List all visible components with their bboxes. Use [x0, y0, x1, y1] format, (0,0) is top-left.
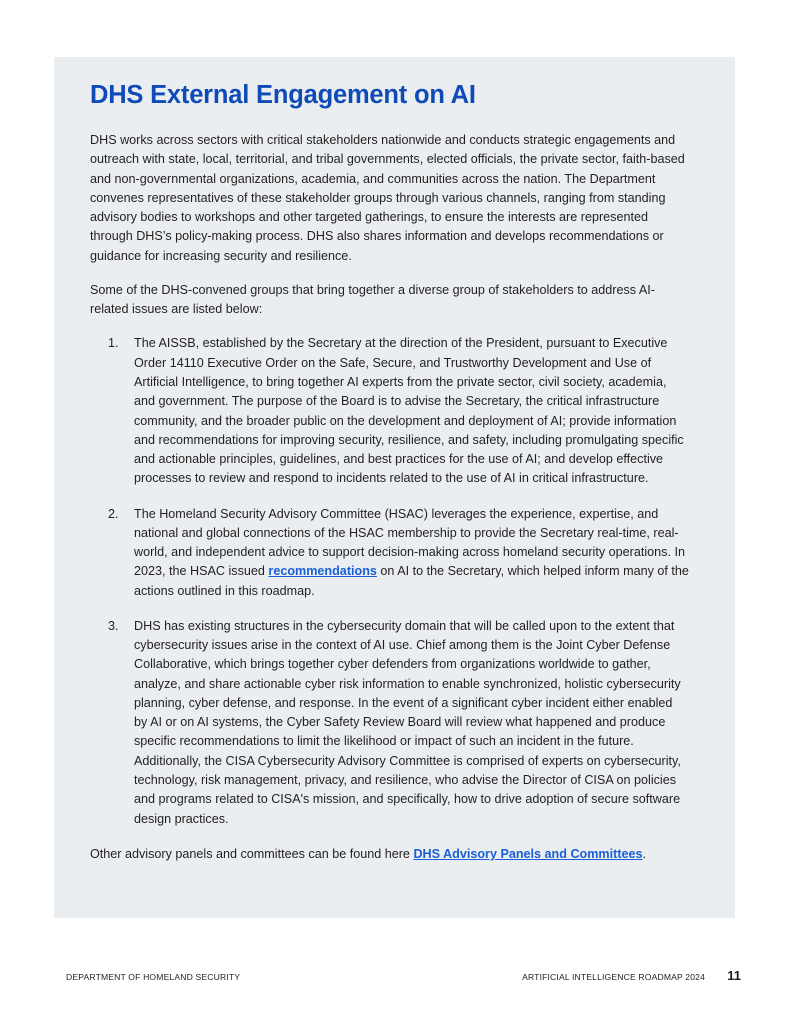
page-footer — [0, 968, 791, 998]
closing-paragraph — [72, 845, 695, 864]
footer-department-label: DEPARTMENT OF HOMELAND SECURITY — [66, 972, 241, 982]
page-number: 11 — [727, 968, 741, 983]
list-marker: 1. — [108, 336, 119, 351]
intro-paragraph-2: Some of the DHS-convened groups that bring together a diverse group of stakeholders to address AI-related issues are listed below: — [90, 282, 655, 317]
list-marker: 3. — [108, 618, 119, 633]
list-item-text-after-link: on AI to the Secretary, which helped inform many of the actions outlined in this roadmap. — [134, 564, 689, 598]
dhs-advisory-panels-link[interactable]: DHS Advisory Panels and Committees — [413, 846, 643, 861]
list-marker: 2. — [108, 506, 119, 521]
list-item — [72, 505, 695, 601]
closing-text-after-link: . — [642, 846, 647, 861]
intro-paragraph-1: DHS works across sectors with critical stakeholders nationwide and conducts strategic engagements and outreach with state, local, territorial, and tribal governments, elected officials, the private sector, faith-based and non-governmental organizations, academia, and communities across the nation. The Department convenes representatives of these stakeholder groups through various channels, ranging from standing advisory bodies to workshops and other targeted gatherings, to ensure the interests are represented through DHS’s policy-making process. DHS also shares information and develops recommendations or guidance for increasing security and resilience. — [90, 133, 685, 263]
list-item-text: The AISSB, established by the Secretary at the direction of the President, pursuant to Executive Order 14110 Executive Order on the Safe, Secure, and Trustworthy Development and Use of Artificial Intelligence, to bring together AI experts from the private sector, civil society, academia, and government. The purpose of the Board is to advise the Secretary, the critical infrastructure community, and the broader public on the development and deployment of AI; provide information and recommendations for improving security, resilience, and safety, including promulgating specific and actionable principles, guidelines, and best practices for the use of AI; and develop effective processes to review and respond to incidents related to the use of AI in critical infrastructure. — [134, 336, 684, 486]
recommendations-link[interactable]: recommendations — [268, 564, 377, 579]
list-item-text: DHS has existing structures in the cybersecurity domain that will be called upon to the extent that cybersecurity issues arise in the context of AI use. Chief among them is the Joint Cyber Defense Collaborative, which brings together cyber defenders from organizations worldwide to gather, analyze, and share actionable cyber risk information to enable synchronized, holistic cybersecurity planning, cyber defense, and response. In the event of a significant cyber incident either enabled by AI or on AI systems, the Cyber Safety Review Board will review what happened and produce specific recommendations to limit the likelihood or impact of such an incident in the future. Additionally, the CISA Cybersecurity Advisory Committee is comprised of experts on cybersecurity, technology, risk management, privacy, and resilience, who advise the Director of CISA on policies and programs related to CISA's mission, and specifically, how to drive adoption of secure software design practices. — [134, 618, 681, 826]
page-title: DHS External Engagement on AI — [90, 81, 476, 109]
footer-document-label: ARTIFICIAL INTELLIGENCE ROADMAP 2024 — [522, 972, 705, 982]
advisory-groups-list — [72, 334, 695, 828]
list-item — [72, 334, 695, 488]
content-panel — [54, 57, 735, 918]
list-item — [72, 617, 695, 829]
closing-text-before-link: Other advisory panels and committees can be found here — [90, 846, 414, 861]
list-item-text-before-link: The Homeland Security Advisory Committee (HSAC) leverages the experience, expertise, and national and global connections of the HSAC membership to provide the Secretary real-time, real-world, and independent advice to support decision-making across homeland security operations. In 2023, the HSAC issued — [134, 506, 685, 579]
